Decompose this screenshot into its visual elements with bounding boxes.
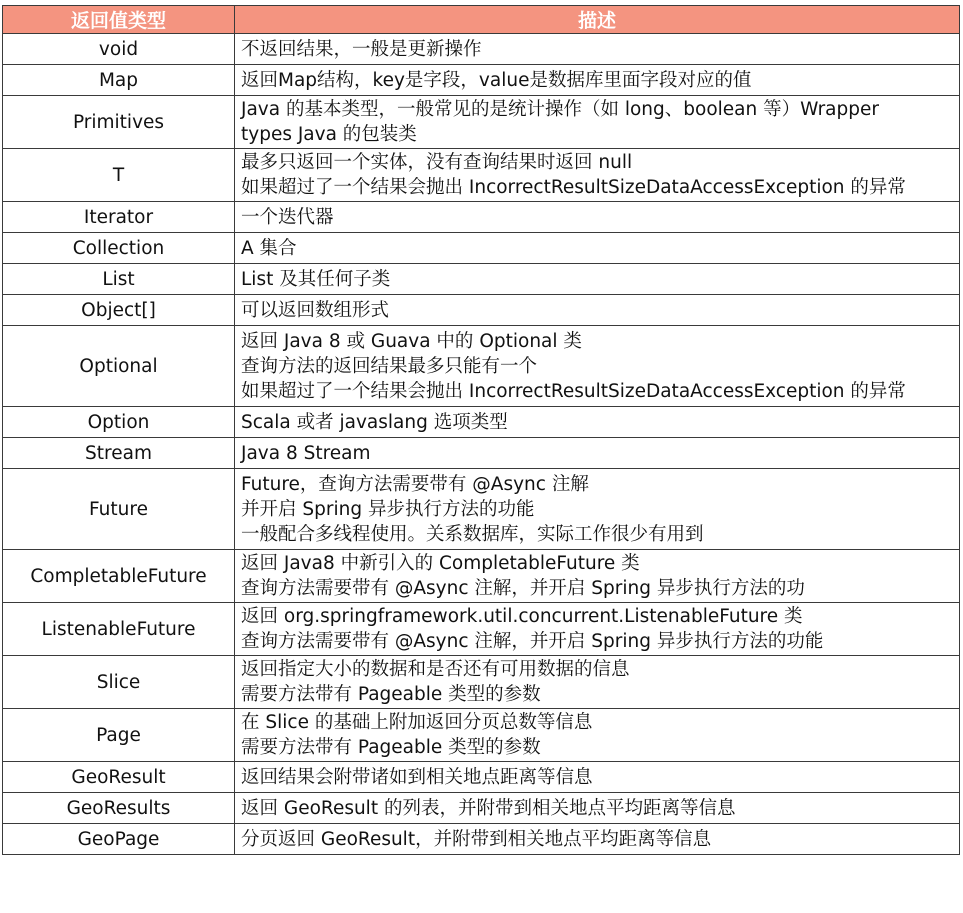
table-row: [3, 438, 960, 469]
description-line: 查询方法需要带有 @Async 注解，并开启 Spring 异步执行方法的功能: [241, 631, 824, 652]
table-row: [3, 469, 960, 550]
description-cell: [235, 326, 960, 407]
table-row: [3, 202, 960, 233]
return-types-table-container: [2, 5, 960, 855]
description-line: A 集合: [241, 237, 297, 259]
return-type-cell: Page: [3, 709, 235, 762]
description-line: 返回Map结构，key是字段，value是数据库里面字段对应的值: [241, 69, 752, 91]
return-type-cell: GeoResult: [3, 762, 235, 793]
description-cell: [235, 709, 960, 762]
return-types-table: [2, 5, 960, 855]
table-row: [3, 233, 960, 264]
return-type-cell: List: [3, 264, 235, 295]
description-cell: [235, 469, 960, 550]
description-line: Scala 或者 javaslang 选项类型: [241, 411, 508, 433]
header-return-type: 返回值类型: [3, 6, 235, 34]
description-cell: [235, 264, 960, 295]
table-row: [3, 550, 960, 603]
table-row: [3, 762, 960, 793]
return-type-cell: Optional: [3, 326, 235, 407]
description-line: 一个迭代器: [241, 206, 334, 228]
description-line: 并开启 Spring 异步执行方法的功能: [241, 498, 535, 520]
table-row: [3, 709, 960, 762]
return-type-cell: Slice: [3, 656, 235, 709]
description-line: 可以返回数组形式: [241, 299, 390, 321]
return-type-cell: CompletableFuture: [3, 550, 235, 603]
description-cell: [235, 793, 960, 824]
description-line: 需要方法带有 Pageable 类型的参数: [241, 684, 541, 705]
description-line: 一般配合多线程使用。关系数据库，实际工作很少有用到: [241, 523, 704, 545]
description-line: 返回 GeoResult 的列表，并附带到相关地点平均距离等信息: [241, 797, 736, 819]
header-description: 描述: [235, 6, 960, 34]
return-type-cell: Map: [3, 65, 235, 96]
description-cell: [235, 656, 960, 709]
return-type-cell: void: [3, 34, 235, 65]
description-line: 最多只返回一个实体，没有查询结果时返回 null: [241, 152, 633, 173]
description-line: 返回 Java 8 或 Guava 中的 Optional 类: [241, 330, 582, 352]
table-row: [3, 656, 960, 709]
description-line: 如果超过了一个结果会抛出 IncorrectResultSizeDataAccessException 的异常: [241, 177, 906, 198]
return-type-cell: Iterator: [3, 202, 235, 233]
description-cell: [235, 603, 960, 656]
header-row: [3, 6, 960, 34]
table-row: [3, 603, 960, 656]
return-type-cell: Object[]: [3, 295, 235, 326]
description-cell: [235, 202, 960, 233]
table-row: [3, 264, 960, 295]
description-line: 返回 Java8 中新引入的 CompletableFuture 类: [241, 553, 640, 574]
return-type-cell: GeoResults: [3, 793, 235, 824]
table-row: [3, 326, 960, 407]
description-line: 查询方法的返回结果最多只能有一个: [241, 355, 538, 377]
description-line: 如果超过了一个结果会抛出 IncorrectResultSizeDataAccessException 的异常: [241, 380, 906, 402]
description-line: 返回 org.springframework.util.concurrent.ListenableFuture 类: [241, 606, 803, 627]
table-row: [3, 824, 960, 855]
description-line: Future，查询方法需要带有 @Async 注解: [241, 473, 589, 495]
description-cell: [235, 96, 960, 149]
return-type-cell: Future: [3, 469, 235, 550]
description-line: 在 Slice 的基础上附加返回分页总数等信息: [241, 712, 593, 733]
description-cell: [235, 824, 960, 855]
return-type-cell: T: [3, 149, 235, 202]
description-line: List 及其任何子类: [241, 268, 391, 290]
description-cell: [235, 550, 960, 603]
table-row: [3, 149, 960, 202]
description-line: Java 的基本类型，一般常见的是统计操作（如 long、boolean 等）Wrapper: [241, 99, 879, 120]
description-line: 需要方法带有 Pageable 类型的参数: [241, 737, 541, 758]
table-row: [3, 295, 960, 326]
return-type-cell: Primitives: [3, 96, 235, 149]
table-row: [3, 34, 960, 65]
table-row: [3, 407, 960, 438]
table-row: [3, 96, 960, 149]
description-cell: [235, 233, 960, 264]
description-line: 查询方法需要带有 @Async 注解，并开启 Spring 异步执行方法的功: [241, 578, 805, 599]
description-cell: [235, 149, 960, 202]
return-type-cell: ListenableFuture: [3, 603, 235, 656]
description-cell: [235, 438, 960, 469]
table-row: [3, 793, 960, 824]
description-line: types Java 的包装类: [241, 124, 417, 145]
description-line: 返回结果会附带诸如到相关地点距离等信息: [241, 766, 593, 788]
description-cell: [235, 762, 960, 793]
table-body: [3, 34, 960, 855]
table-row: [3, 65, 960, 96]
return-type-cell: Stream: [3, 438, 235, 469]
description-cell: [235, 65, 960, 96]
description-line: Java 8 Stream: [241, 442, 371, 464]
description-cell: [235, 34, 960, 65]
description-line: 返回指定大小的数据和是否还有可用数据的信息: [241, 659, 630, 680]
return-type-cell: Option: [3, 407, 235, 438]
return-type-cell: Collection: [3, 233, 235, 264]
description-cell: [235, 295, 960, 326]
description-cell: [235, 407, 960, 438]
return-type-cell: GeoPage: [3, 824, 235, 855]
description-line: 分页返回 GeoResult，并附带到相关地点平均距离等信息: [241, 828, 712, 850]
description-line: 不返回结果，一般是更新操作: [241, 38, 482, 60]
